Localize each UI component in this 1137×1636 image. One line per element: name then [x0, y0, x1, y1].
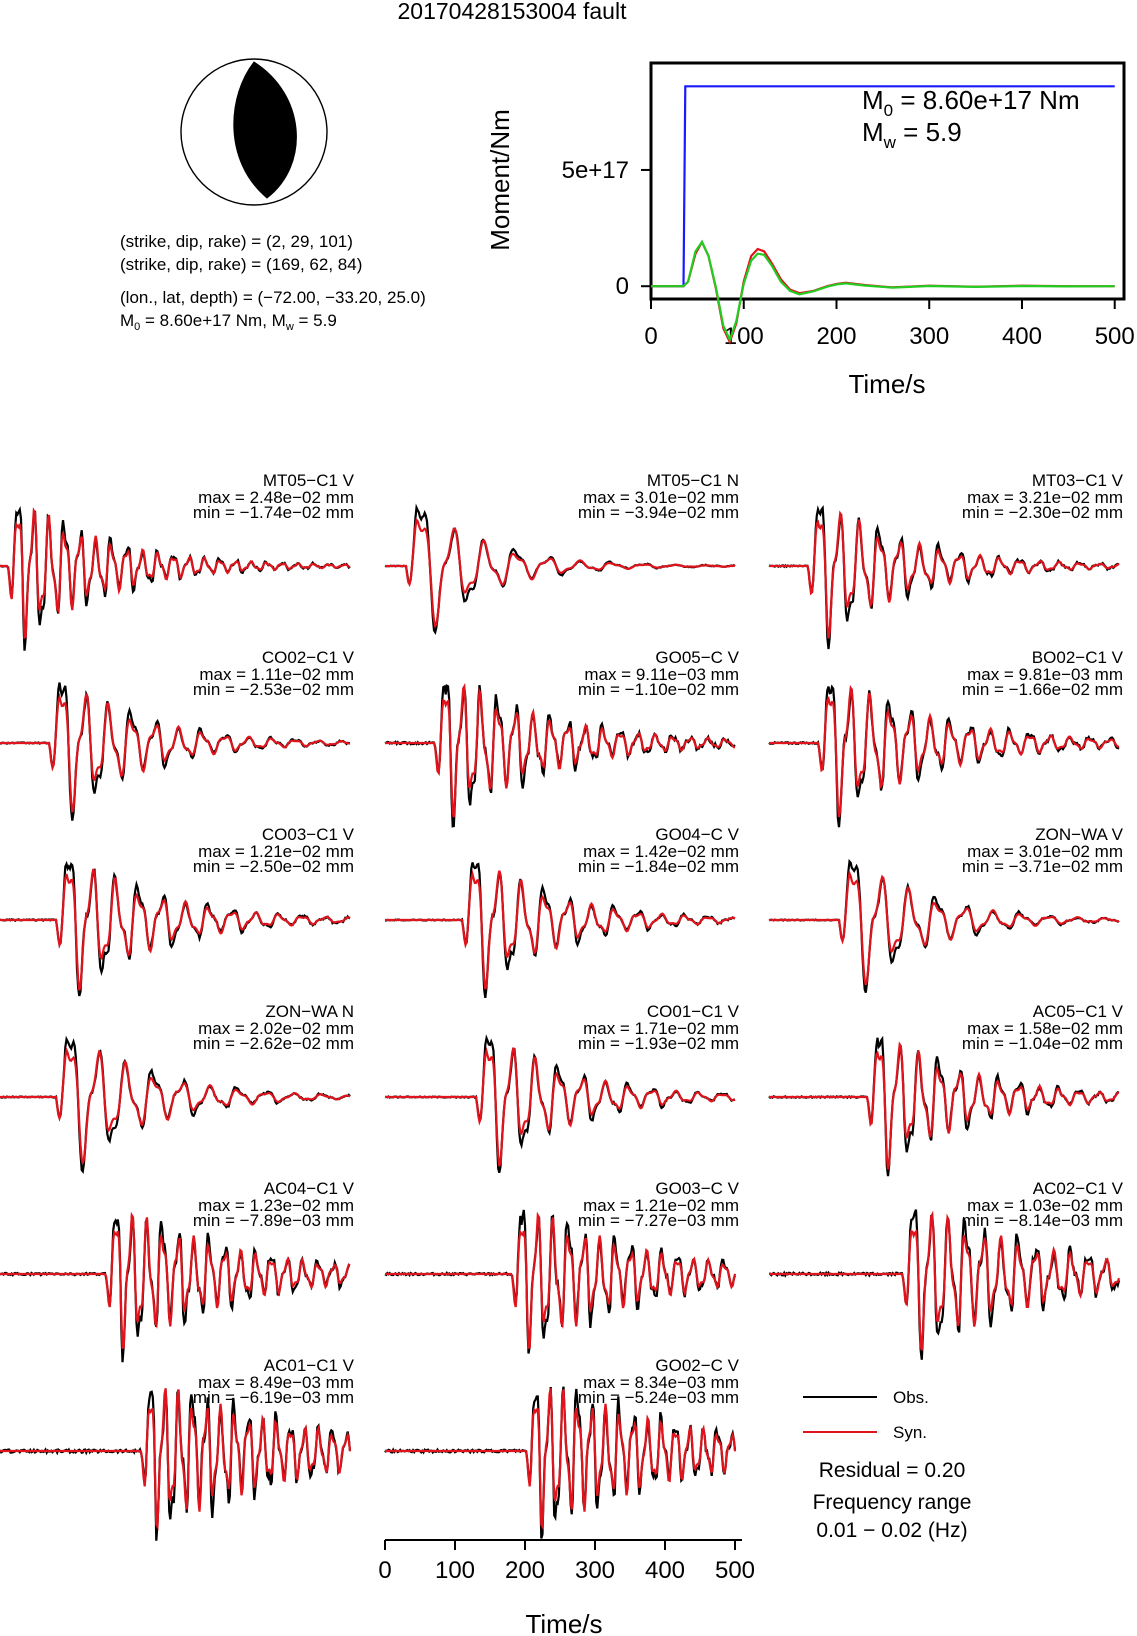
- observed-trace: [385, 1038, 735, 1173]
- station-max: max = 9.11e−03 mm: [584, 665, 739, 684]
- station-name: CO02−C1 V: [261, 648, 354, 667]
- station-name: MT05−C1 N: [646, 471, 739, 490]
- station-name: GO03−C V: [655, 1179, 739, 1198]
- synthetic-trace: [385, 687, 735, 818]
- station-min: min = −5.24e−03 mm: [577, 1388, 739, 1407]
- moment-series-line-1: [651, 242, 1115, 342]
- station-min: min = −1.10e−02 mm: [577, 680, 739, 699]
- station-min: min = −2.53e−02 mm: [192, 680, 354, 699]
- synthetic-trace: [769, 688, 1119, 817]
- waveform-panel: [0, 825, 355, 996]
- synthetic-trace: [769, 1215, 1119, 1351]
- waveform-panel: [0, 1356, 355, 1541]
- waveform-x-tick-label: 500: [714, 1557, 756, 1584]
- station-name: GO02−C V: [655, 1356, 739, 1375]
- station-max: max = 1.58e−02 mm: [967, 1019, 1123, 1038]
- station-min: min = −2.62e−02 mm: [192, 1034, 354, 1053]
- beachball-icon: [181, 59, 327, 205]
- station-max: max = 9.81e−03 mm: [967, 665, 1123, 684]
- moment-mw-label: $M_w = 5.9$: [862, 117, 962, 152]
- waveform-panel: [0, 1179, 355, 1362]
- station-name: AC05−C1 V: [1032, 1002, 1123, 1021]
- station-name: ZON−WA V: [1035, 825, 1123, 844]
- waveform-panel: [769, 471, 1124, 649]
- waveform-panel: [769, 825, 1124, 993]
- station-name: GO04−C V: [655, 825, 739, 844]
- station-max: max = 1.23e−02 mm: [198, 1196, 354, 1215]
- moment-x-tick-label: 500: [1094, 323, 1135, 350]
- moment-x-tick-label: 200: [816, 323, 857, 350]
- station-name: CO03−C1 V: [261, 825, 354, 844]
- legend: [803, 1388, 971, 1542]
- waveform-panel: [385, 1179, 740, 1354]
- station-max: max = 8.49e−03 mm: [198, 1373, 354, 1392]
- station-min: min = −6.19e−03 mm: [192, 1388, 354, 1407]
- station-min: min = −1.66e−02 mm: [961, 680, 1123, 699]
- synthetic-trace: [0, 869, 350, 990]
- waveform-panel: [385, 1002, 740, 1173]
- waveform-x-tick-label: 300: [574, 1557, 616, 1584]
- synthetic-trace: [385, 1215, 735, 1347]
- station-name: MT03−C1 V: [1031, 471, 1123, 490]
- waveform-panel: [385, 648, 740, 826]
- waveform-panel: [385, 1356, 740, 1539]
- moment-y-label: Moment/Nm: [485, 109, 515, 251]
- moment-x-tick-label: 400: [1001, 323, 1043, 350]
- moment-series-line-2: [651, 242, 1115, 340]
- waveform-panel: [769, 1179, 1124, 1360]
- station-name: ZON−WA N: [265, 1002, 354, 1021]
- synthetic-trace: [769, 1044, 1119, 1169]
- station-max: max = 8.34e−03 mm: [583, 1373, 739, 1392]
- waveform-panel: [769, 648, 1124, 827]
- legend-obs-label: Obs.: [893, 1388, 929, 1407]
- synthetic-trace: [0, 1050, 350, 1163]
- waveform-panel: [769, 1002, 1124, 1176]
- station-max: max = 3.01e−02 mm: [967, 842, 1123, 861]
- station-name: CO01−C1 V: [646, 1002, 739, 1021]
- synthetic-trace: [0, 1215, 350, 1347]
- waveform-panel: [0, 471, 355, 651]
- station-name: AC04−C1 V: [263, 1179, 354, 1198]
- waveform-x-tick-label: 400: [644, 1557, 686, 1584]
- station-min: min = −1.84e−02 mm: [577, 857, 739, 876]
- station-max: max = 1.11e−02 mm: [199, 665, 354, 684]
- observed-trace: [769, 862, 1119, 993]
- station-min: min = −1.04e−02 mm: [961, 1034, 1123, 1053]
- synthetic-trace: [385, 1048, 735, 1166]
- waveform-grid: [0, 471, 1124, 1541]
- station-name: GO05−C V: [655, 648, 739, 667]
- nodal-plane-2: (strike, dip, rake) = (169, 62, 84): [120, 255, 363, 274]
- station-max: max = 3.01e−02 mm: [583, 488, 739, 507]
- station-min: min = −1.74e−02 mm: [192, 503, 354, 522]
- station-max: max = 1.71e−02 mm: [583, 1019, 739, 1038]
- moment-y-tick-label: 5e+17: [561, 156, 629, 184]
- frequency-value: 0.01 − 0.02 (Hz): [816, 1519, 968, 1542]
- moment-x-tick-label: 0: [644, 323, 658, 350]
- info-block: [120, 232, 426, 333]
- synthetic-trace: [769, 513, 1119, 638]
- legend-syn-label: Syn.: [893, 1423, 928, 1442]
- observed-trace: [385, 685, 735, 826]
- magnitude-line: $M_0 = 8.60e+17$ Nm, $M_w = 5.9$: [120, 311, 337, 333]
- moment-x-label: Time/s: [848, 369, 926, 399]
- station-name: AC01−C1 V: [263, 1356, 354, 1375]
- moment-function-chart: [485, 63, 1135, 399]
- residual-text: Residual = 0.20: [818, 1459, 966, 1482]
- synthetic-trace: [385, 520, 735, 626]
- station-min: min = −3.94e−02 mm: [577, 503, 739, 522]
- moment-x-tick-label: 100: [723, 323, 764, 350]
- synthetic-trace: [0, 1388, 350, 1526]
- waveform-panel: [0, 1002, 354, 1171]
- waveform-panel: [385, 471, 739, 632]
- station-min: min = −7.27e−03 mm: [577, 1211, 739, 1230]
- station-max: max = 1.42e−02 mm: [583, 842, 739, 861]
- waveform-x-tick-label: 0: [378, 1557, 392, 1584]
- observed-trace: [769, 508, 1119, 649]
- observed-trace: [0, 1216, 350, 1362]
- observed-trace: [0, 510, 350, 651]
- station-max: max = 1.03e−02 mm: [967, 1196, 1123, 1215]
- station-max: max = 2.02e−02 mm: [198, 1019, 354, 1038]
- waveform-time-axis: [378, 1540, 755, 1636]
- observed-trace: [0, 683, 350, 821]
- station-min: min = −7.89e−03 mm: [192, 1211, 354, 1230]
- station-min: min = −2.50e−02 mm: [192, 857, 354, 876]
- synthetic-trace: [0, 511, 350, 638]
- nodal-plane-1: (strike, dip, rake) = (2, 29, 101): [120, 232, 353, 251]
- station-name: AC02−C1 V: [1032, 1179, 1123, 1198]
- station-max: max = 3.21e−02 mm: [967, 488, 1123, 507]
- figure-title: 20170428153004 fault: [397, 0, 627, 24]
- station-min: min = −1.93e−02 mm: [577, 1034, 739, 1053]
- station-min: min = −8.14e−03 mm: [961, 1211, 1123, 1230]
- waveform-x-tick-label: 100: [434, 1557, 476, 1584]
- station-name: MT05−C1 V: [262, 471, 354, 490]
- waveform-panel: [0, 648, 355, 821]
- synthetic-trace: [385, 871, 735, 989]
- observed-trace: [0, 1039, 350, 1171]
- waveform-panel: [385, 825, 740, 998]
- station-name: BO02−C1 V: [1031, 648, 1123, 667]
- moment-x-tick-label: 300: [909, 323, 950, 350]
- station-min: min = −3.71e−02 mm: [961, 857, 1123, 876]
- station-max: max = 1.21e−02 mm: [583, 1196, 739, 1215]
- frequency-label: Frequency range: [812, 1491, 972, 1514]
- station-min: min = −2.30e−02 mm: [961, 503, 1123, 522]
- waveform-x-tick-label: 200: [504, 1557, 546, 1584]
- synthetic-trace: [769, 873, 1119, 984]
- waveform-x-label: Time/s: [525, 1609, 603, 1636]
- hypocenter: (lon., lat, depth) = (−72.00, −33.20, 25.0): [120, 288, 426, 307]
- moment-y-tick-label: 0: [615, 273, 629, 301]
- synthetic-trace: [0, 694, 350, 812]
- station-max: max = 2.48e−02 mm: [198, 488, 354, 507]
- synthetic-trace: [385, 1388, 735, 1526]
- moment-m0-label: $M_0 = 8.60e+17$ Nm: [862, 85, 1080, 120]
- observed-trace: [769, 1038, 1119, 1176]
- station-max: max = 1.21e−02 mm: [198, 842, 354, 861]
